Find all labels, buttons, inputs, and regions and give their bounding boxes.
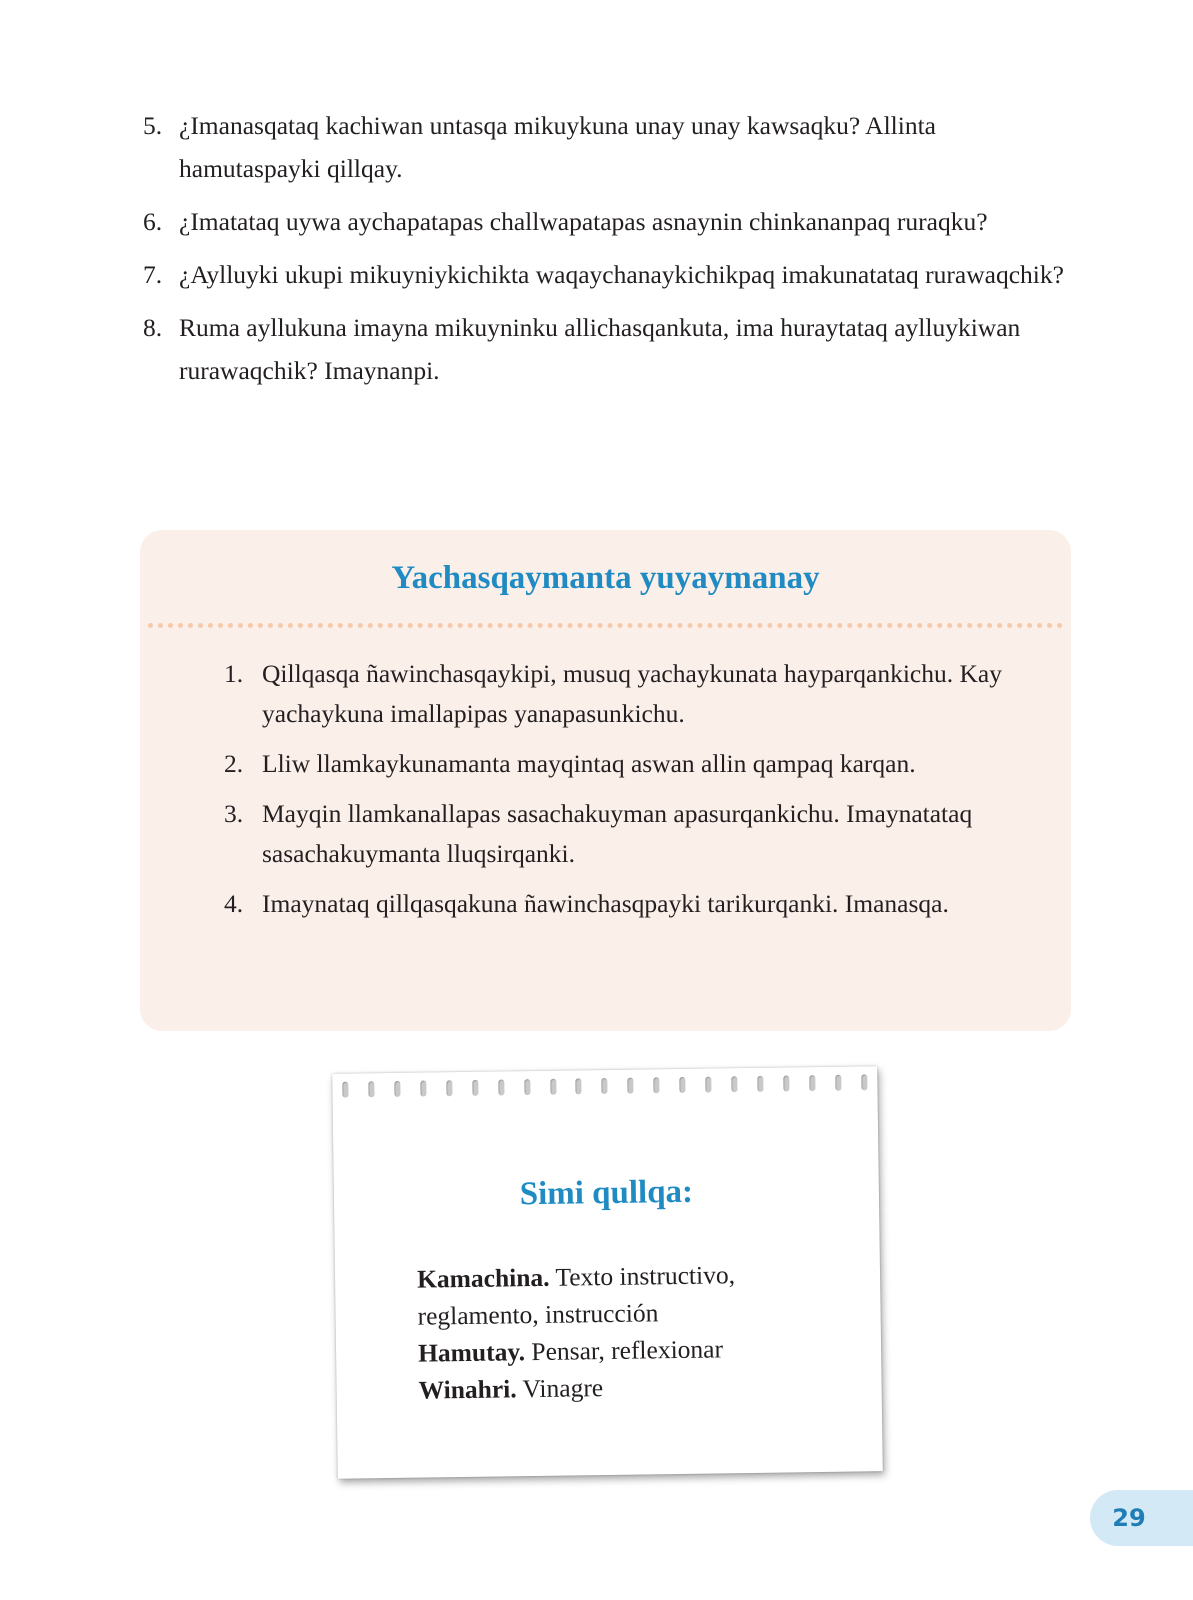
glossary-term: Winahri. [418, 1374, 517, 1405]
glossary-term: Hamutay. [417, 1337, 526, 1368]
question-number: 6. [143, 207, 163, 236]
question-item [143, 253, 1073, 296]
reflection-number: 4. [224, 889, 244, 918]
reflection-item [224, 654, 1044, 734]
hole [602, 1078, 608, 1094]
glossary-entry [417, 1255, 848, 1335]
question-number: 5. [143, 111, 163, 140]
reflection-text: Qillqasqa ñawinchasqaykipi, musuq yachaykunata hayparqankichu. Kay yachaykuna imallapipas yanapasunkichu. [262, 659, 1002, 728]
hole [446, 1080, 452, 1096]
hole [342, 1082, 348, 1098]
glossary-definition: Pensar, reflexionar [524, 1334, 724, 1367]
question-list [143, 104, 1073, 402]
hole [679, 1077, 685, 1093]
hole [731, 1076, 737, 1092]
hole [861, 1074, 867, 1090]
hole [809, 1075, 815, 1091]
hole [654, 1077, 660, 1093]
hole [783, 1075, 789, 1091]
reflection-text: Mayqin llamkanallapas sasachakuyman apasurqankichu. Imaynatataq sasachakuymanta lluqsirqanki. [262, 799, 973, 868]
hole [524, 1079, 530, 1095]
glossary-definition: Texto instructivo, reglamento, instrucción [417, 1260, 736, 1331]
reflection-item [224, 884, 1044, 924]
hole [368, 1081, 374, 1097]
reflection-number: 2. [224, 749, 244, 778]
dotted-divider [148, 623, 1063, 628]
glossary-term: Kamachina. [416, 1262, 550, 1294]
reflection-box [140, 530, 1071, 1031]
hole [472, 1080, 478, 1096]
glossary-note-card [332, 1066, 883, 1479]
question-number: 8. [143, 313, 163, 342]
hole [757, 1076, 763, 1092]
hole [628, 1078, 634, 1094]
reflection-text: Lliw llamkaykunamanta mayqintaq aswan allin qampaq karqan. [262, 749, 916, 778]
glossary-entry [418, 1329, 848, 1372]
page-number: 29 [1112, 1504, 1146, 1532]
spiral-holes [342, 1074, 867, 1101]
hole [576, 1078, 582, 1094]
reflection-number: 3. [224, 799, 244, 828]
reflection-item [224, 744, 1044, 784]
hole [550, 1079, 556, 1095]
glossary-entries [417, 1255, 849, 1409]
hole [420, 1081, 426, 1097]
glossary-title: Simi qullqa: [519, 1173, 694, 1213]
reflection-text: Imaynataq qillqasqakuna ñawinchasqpayki tarikurqanki. Imanasqa. [262, 889, 949, 918]
question-text: ¿Aylluyki ukupi mikuyniykichikta waqaychanaykichikpaq imakunatataq rurawaqchik? [179, 260, 1064, 289]
question-number: 7. [143, 260, 163, 289]
glossary-entry [418, 1366, 848, 1409]
reflection-list [224, 654, 1044, 934]
hole [835, 1075, 841, 1091]
hole [394, 1081, 400, 1097]
question-text: Ruma ayllukuna imayna mikuyninku allichasqankuta, ima huraytataq aylluykiwan rurawaqchik? Imaynanpi. [179, 313, 1021, 385]
hole [498, 1079, 504, 1095]
reflection-item [224, 794, 1044, 874]
question-item [143, 200, 1073, 243]
question-text: ¿Imatataq uywa aychapatapas challwapatapas asnaynin chinkananpaq ruraqku? [179, 207, 988, 236]
hole [705, 1077, 711, 1093]
question-text: ¿Imanasqataq kachiwan untasqa mikuykuna unay unay kawsaqku? Allinta hamutaspayki qillqay. [179, 111, 936, 183]
reflection-title: Yachasqaymanta yuyaymanay [391, 560, 820, 596]
question-item [143, 104, 1073, 190]
glossary-definition: Vinagre [516, 1373, 604, 1404]
reflection-number: 1. [224, 659, 244, 688]
question-item [143, 306, 1073, 392]
